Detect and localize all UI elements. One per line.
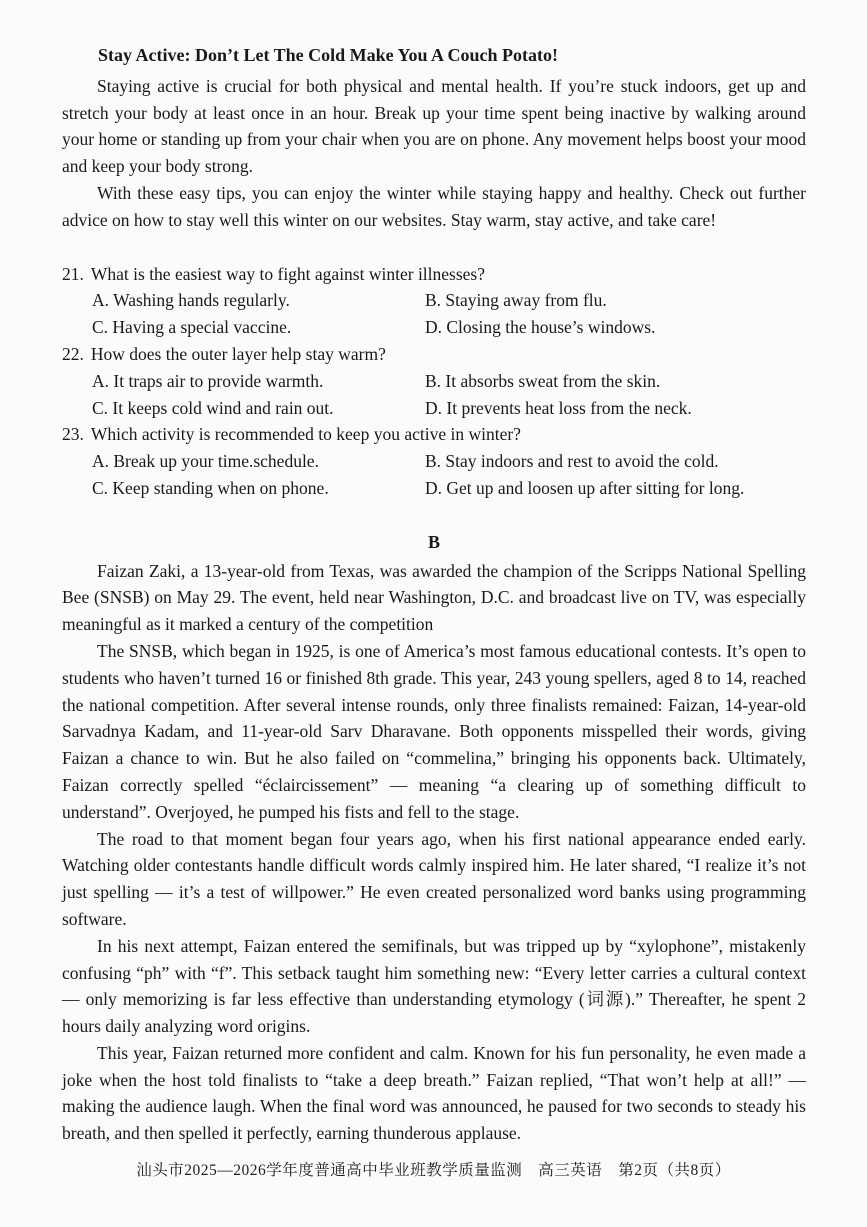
question-23-options xyxy=(62,448,806,502)
option-a: A. Break up your time.schedule. xyxy=(92,451,319,472)
question-21 xyxy=(62,261,806,341)
passage-b-paragraph: This year, Faizan returned more confident and calm. Known for his fun personality, he even made a joke when the host told finalists to “take a deep breath.” Faizan replied, “That won’t help at all!” — making the audience laugh. When the final word was announced, he paused for two seconds to steady his breath, and then spelled it perfectly, earning thunderous applause. xyxy=(62,1042,806,1144)
option-a: A. It traps air to provide warmth. xyxy=(92,370,324,391)
passage-b-paragraph: The road to that moment began four years ago, when his first national appearance ended early. Watching older contestants handle difficult words calmly inspired him. He later shared, “I realize it’s not just spelling — it’s a test of willpower.” He even created personalized word banks using programming software. xyxy=(62,828,806,929)
option-b: B. Staying away from flu. xyxy=(425,290,607,311)
page-footer: 汕头市2025—2026学年度普通高中毕业班教学质量监测 高三英语 第2页（共8页） xyxy=(136,1162,731,1179)
question-22-options xyxy=(62,368,806,422)
question-23-stem xyxy=(62,421,806,448)
option-b: B. Stay indoors and rest to avoid the cold. xyxy=(425,451,719,472)
option-a: A. Washing hands regularly. xyxy=(92,290,290,311)
passage-a-paragraph: With these easy tips, you can enjoy the winter while staying happy and healthy. Check out further advice on how to stay well this winter on our websites. Stay warm, stay active, and take care! xyxy=(62,182,806,230)
option-b: B. It absorbs sweat from the skin. xyxy=(425,370,661,391)
passage-b-paragraph: The SNSB, which began in 1925, is one of America’s most famous educational contests. It’s open to students who haven’t turned 16 or finished 8th grade. This year, 243 young spellers, aged 8 to 14, reached the national competition. After several intense rounds, only three finalists remained: Faizan, 14-year-old Sarvadnya Kadam, and 11-year-old Sarv Dharavane. Both opponents misspelled their words, giving Faizan a chance to win. But he also failed on “commelina,” bringing his opponents back. Ultimately, Faizan correctly spelled “éclaircissement” — meaning “a clearing up of something difficult to understand”. Overjoyed, he pumped his fists and fell to the stage. xyxy=(62,640,806,822)
option-d: D. Get up and loosen up after sitting for long. xyxy=(425,477,745,498)
question-22-stem xyxy=(62,341,806,368)
option-d: D. Closing the house’s windows. xyxy=(425,317,656,338)
question-number: 23. xyxy=(62,424,84,445)
option-c: C. Keep standing when on phone. xyxy=(92,477,329,498)
option-d: D. It prevents heat loss from the neck. xyxy=(425,397,692,418)
question-21-stem xyxy=(62,261,806,288)
question-number: 22. xyxy=(62,343,84,364)
option-c: C. Having a special vaccine. xyxy=(92,317,292,338)
question-23 xyxy=(62,421,806,501)
questions-block xyxy=(62,261,806,502)
passage-b-paragraph: In his next attempt, Faizan entered the semifinals, but was tripped up by “xylophone”, mistakenly confusing “ph” with “f”. This setback taught him something new: “Every letter carries a cultural context — only memorizing is far less effective than understanding etymology (词源).” Thereafter, he spent 2 hours daily analyzing word origins. xyxy=(62,935,806,1037)
passage-a-paragraph: Staying active is crucial for both physical and mental health. If you’re stuck indoors, get up and stretch your body at least once in an hour. Break up your time spent being inactive by walking around your home or standing up from your chair when you are on phone. Any movement helps boost your mood and keep your body strong. xyxy=(62,75,806,177)
question-21-options xyxy=(62,287,806,341)
question-text: How does the outer layer help stay warm? xyxy=(90,343,386,364)
question-number: 21. xyxy=(62,263,84,284)
option-c: C. It keeps cold wind and rain out. xyxy=(92,397,334,418)
passage-a-title: Stay Active: Don’t Let The Cold Make You A Couch Potato! xyxy=(98,45,558,65)
question-22 xyxy=(62,341,806,421)
question-text: Which activity is recommended to keep you active in winter? xyxy=(90,424,521,445)
passage-b-section-label: B xyxy=(427,531,440,552)
passage-b-paragraph: Faizan Zaki, a 13-year-old from Texas, was awarded the champion of the Scripps National Spelling Bee (SNSB) on May 29. The event, held near Washington, D.C. and broadcast live on TV, was especially meaningful as it marked a century of the competition xyxy=(62,560,806,635)
question-text: What is the easiest way to fight against winter illnesses? xyxy=(90,263,486,284)
